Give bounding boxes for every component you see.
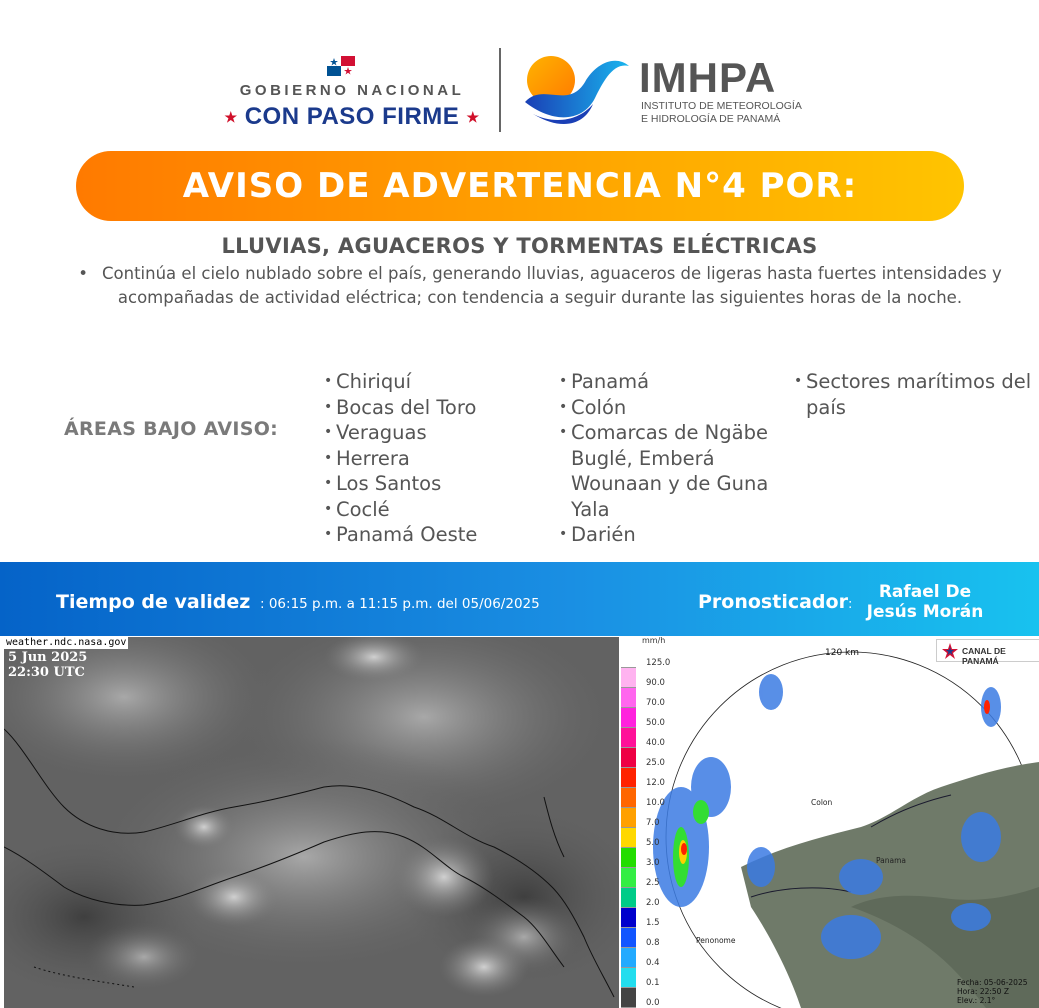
government-line2 — [222, 103, 482, 131]
radar-scale-swatch — [621, 748, 636, 768]
canal-star-icon — [941, 642, 959, 660]
radar-scale-label: 5.0 — [646, 838, 660, 848]
government-logo — [222, 52, 482, 132]
list-item: • Los Santos — [324, 471, 544, 497]
list-item: • Bocas del Toro — [324, 395, 544, 421]
radar-scale-swatch — [621, 928, 636, 948]
satellite-time: 22:30 UTC — [8, 665, 85, 680]
validity-value: : 06:15 p.m. a 11:15 p.m. del 05/06/2025 — [260, 596, 540, 612]
warning-title: AVISO DE ADVERTENCIA N°4 POR: — [182, 166, 858, 206]
radar-map-icon — [621, 637, 1039, 1008]
radar-scale-swatch — [621, 868, 636, 888]
imhpa-subtitle-line2: E HIDROLOGÍA DE PANAMÁ — [641, 113, 781, 125]
canal-logo — [936, 639, 1039, 666]
radar-scale-label: 125.0 — [646, 658, 671, 668]
radar-scale-swatch — [621, 728, 636, 748]
list-item: • Veraguas — [324, 420, 544, 446]
radar-scale-swatch — [621, 948, 636, 968]
radar-scale-swatch — [621, 848, 636, 868]
list-item: • Chiriquí — [324, 369, 544, 395]
radar-scale-label: 0.0 — [646, 998, 660, 1008]
radar-scale-label: 90.0 — [646, 678, 665, 688]
radar-scale-label: 1.5 — [646, 918, 660, 928]
list-item: • Sectores marítimos del país — [794, 369, 1034, 420]
radar-city-panama: Panama — [876, 856, 907, 865]
radar-scale-label: 70.0 — [646, 698, 665, 708]
radar-scale-swatch — [621, 788, 636, 808]
list-item: • Coclé — [324, 497, 544, 523]
radar-scale-label: 0.1 — [646, 978, 660, 988]
government-line1: GOBIERNO NACIONAL — [239, 82, 465, 99]
radar-unit: mm/h — [642, 636, 666, 645]
government-slogan: CON PASO FIRME — [244, 103, 460, 130]
star-icon: ★ — [466, 109, 480, 126]
radar-city-penonome: Penonome — [696, 936, 736, 945]
areas-column-3 — [794, 369, 1034, 420]
list-item: • Comarcas de Ngäbe Buglé, Emberá Wounaan y de Guna Yala — [559, 420, 794, 522]
radar-scale-label: 10.0 — [646, 798, 665, 808]
forecaster-label — [698, 591, 852, 613]
forecaster-name-line2: Jesús Morán — [866, 602, 984, 622]
radar-scale-swatch — [621, 888, 636, 908]
radar-scale-label: 40.0 — [646, 738, 665, 748]
radar-scale-swatch — [621, 668, 636, 688]
satellite-source: weather.ndc.nasa.gov — [6, 637, 127, 648]
radar-info-date: Fecha: 05-06-2025 — [957, 978, 1028, 987]
radar-image — [621, 637, 1039, 1008]
hazard-description-text: Continúa el cielo nublado sobre el país, generando lluvias, aguaceros de ligeras hasta fuertes intensidades y acompañadas de actividad eléctrica; con tendencia a seguir durante las siguientes horas de la noche. — [102, 264, 1002, 307]
radar-scale-label: 2.0 — [646, 898, 660, 908]
radar-info-time: Hora: 22:50 Z — [957, 987, 1009, 996]
validity-label: Tiempo de validez — [56, 591, 251, 613]
forecaster-colon: : — [847, 597, 853, 612]
radar-scale-label: 0.4 — [646, 958, 660, 968]
radar-scale-label: 7.0 — [646, 818, 660, 828]
forecaster-label-text: Pronosticador — [698, 591, 848, 613]
areas-label: ÁREAS BAJO AVISO: — [64, 418, 279, 440]
forecaster-name — [855, 582, 995, 622]
radar-scale-swatch — [621, 968, 636, 988]
areas-column-1 — [324, 369, 544, 548]
radar-scale-swatch — [621, 988, 636, 1008]
list-item: • Colón — [559, 395, 794, 421]
radar-scale-label: 2.5 — [646, 878, 660, 888]
radar-scale-label: 50.0 — [646, 718, 665, 728]
radar-range-label: 120 km — [825, 648, 860, 658]
radar-scale-swatch — [621, 648, 636, 668]
radar-scale-swatch — [621, 708, 636, 728]
imhpa-sun-wave-icon — [523, 52, 633, 132]
radar-scale-swatch — [621, 828, 636, 848]
radar-scale-label: 3.0 — [646, 858, 660, 868]
areas-column-2 — [559, 369, 794, 548]
panama-flag-icon — [327, 56, 355, 76]
canal-logo-text: CANAL DE PANAMÁ — [962, 646, 1006, 666]
forecaster-name-line1: Rafael De — [878, 582, 972, 602]
satellite-image — [4, 637, 619, 1008]
radar-city-colon: Colon — [811, 798, 833, 807]
warning-banner — [76, 151, 964, 221]
hazard-title: LLUVIAS, AGUACEROS Y TORMENTAS ELÉCTRICAS — [221, 234, 818, 258]
radar-scale-swatch — [621, 908, 636, 928]
satellite-map-icon — [4, 637, 619, 1008]
satellite-date: 5 Jun 2025 — [8, 650, 88, 665]
radar-scale-label: 0.8 — [646, 938, 660, 948]
list-item: • Herrera — [324, 446, 544, 472]
radar-scale-label: 12.0 — [646, 778, 665, 788]
imhpa-name: IMHPA — [639, 54, 777, 101]
radar-info-elev: Elev.: 2.1° — [957, 996, 996, 1005]
radar-scale-swatch — [621, 808, 636, 828]
radar-scale-swatch — [621, 768, 636, 788]
imhpa-logo — [523, 52, 813, 132]
bullet-glyph: • — [78, 264, 89, 283]
radar-scale-swatch — [621, 688, 636, 708]
list-item: • Panamá Oeste — [324, 522, 544, 548]
hazard-description — [60, 262, 1020, 309]
star-icon: ★ — [224, 109, 238, 126]
list-item: • Panamá — [559, 369, 794, 395]
list-item: • Darién — [559, 522, 794, 548]
logo-divider — [499, 48, 501, 132]
radar-scale-label: 25.0 — [646, 758, 665, 768]
imhpa-subtitle-line1: INSTITUTO DE METEOROLOGÍA — [641, 100, 802, 112]
